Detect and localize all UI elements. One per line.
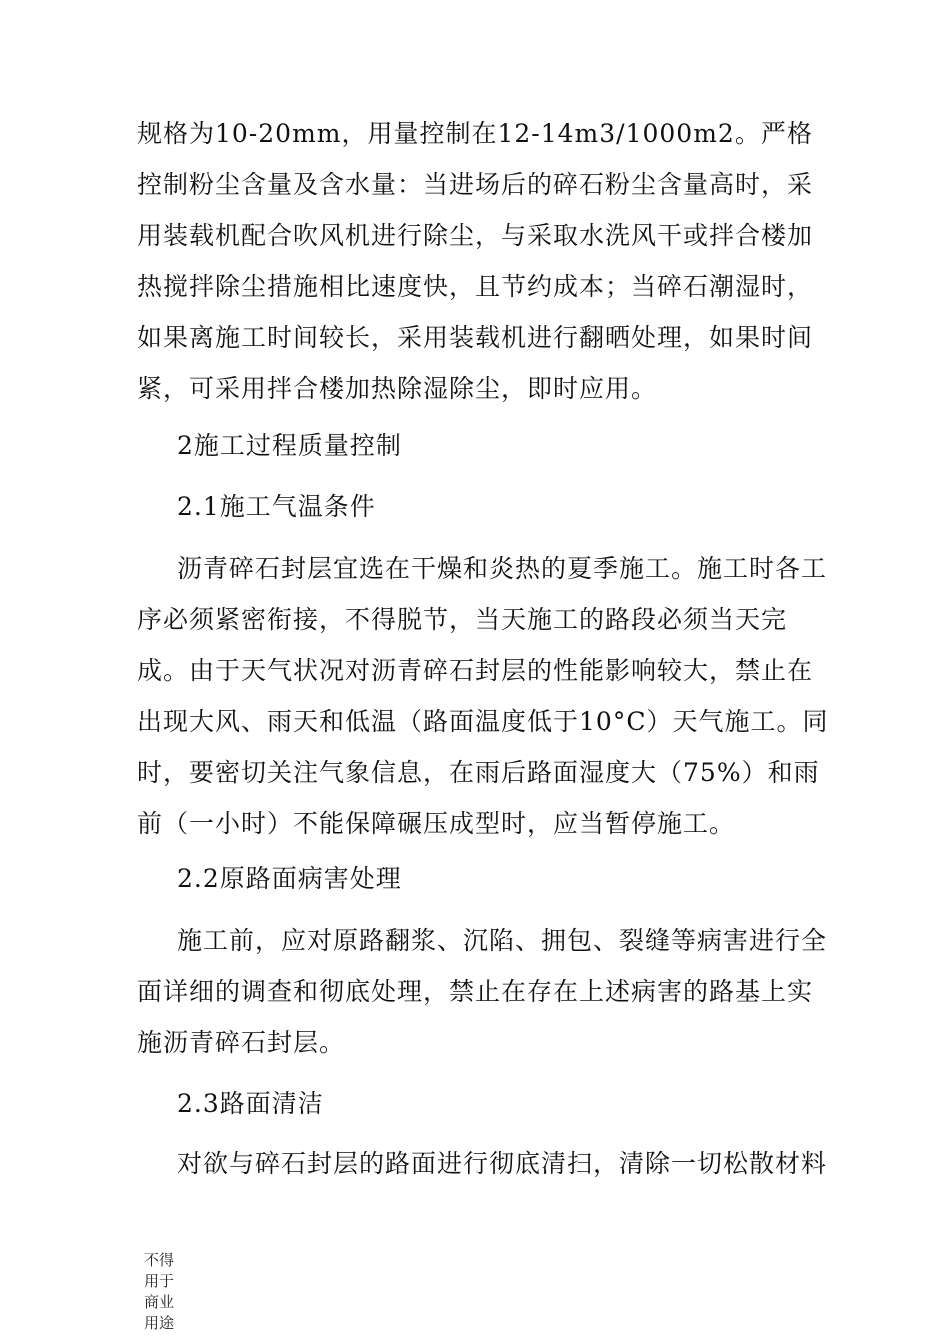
section-heading-2-1: 2.1施工气温条件 bbox=[177, 492, 376, 521]
section-heading-2-2: 2.2原路面病害处理 bbox=[177, 864, 402, 893]
paragraph-aggregate-spec: 规格为10-20mm，用量控制在12-14m3/1000m2。严格控制粉尘含量及含水量：当进场后的碎石粉尘含量高时，采用装载机配合吹风机进行除尘，与采取水洗风干或拌合楼加热搅拌除尘措施相比速度快，且节约成本；当碎石潮湿时，如果离施工时间较长，采用装载机进行翻晒处理，如果时间紧，可采用拌合楼加热除湿除尘，即时应用。 bbox=[137, 119, 814, 403]
paragraph-pavement-defects: 施工前，应对原路翻浆、沉陷、拥包、裂缝等病害进行全面详细的调查和彻底处理，禁止在存在上述病害的路基上实施沥青碎石封层。 bbox=[137, 926, 828, 1057]
usage-restriction-note: 不得用于商业用途 bbox=[144, 1251, 175, 1332]
paragraph-construction-temperature: 沥青碎石封层宜选在干燥和炎热的夏季施工。施工时各工序必须紧密衔接，不得脱节，当天施工的路段必须当天完成。由于天气状况对沥青碎石封层的性能影响较大，禁止在出现大风、雨天和低温（路面温度低于10°C）天气施工。同时，要密切关注气象信息，在雨后路面湿度大（75%）和雨前（一小时）不能保障碾压成型时，应当暂停施工。 bbox=[137, 554, 829, 838]
section-heading-2-3: 2.3路面清洁 bbox=[177, 1089, 324, 1118]
paragraph-pavement-cleaning: 对欲与碎石封层的路面进行彻底清扫，清除一切松散材料 bbox=[177, 1149, 828, 1178]
section-heading-2: 2施工过程质量控制 bbox=[177, 431, 402, 460]
